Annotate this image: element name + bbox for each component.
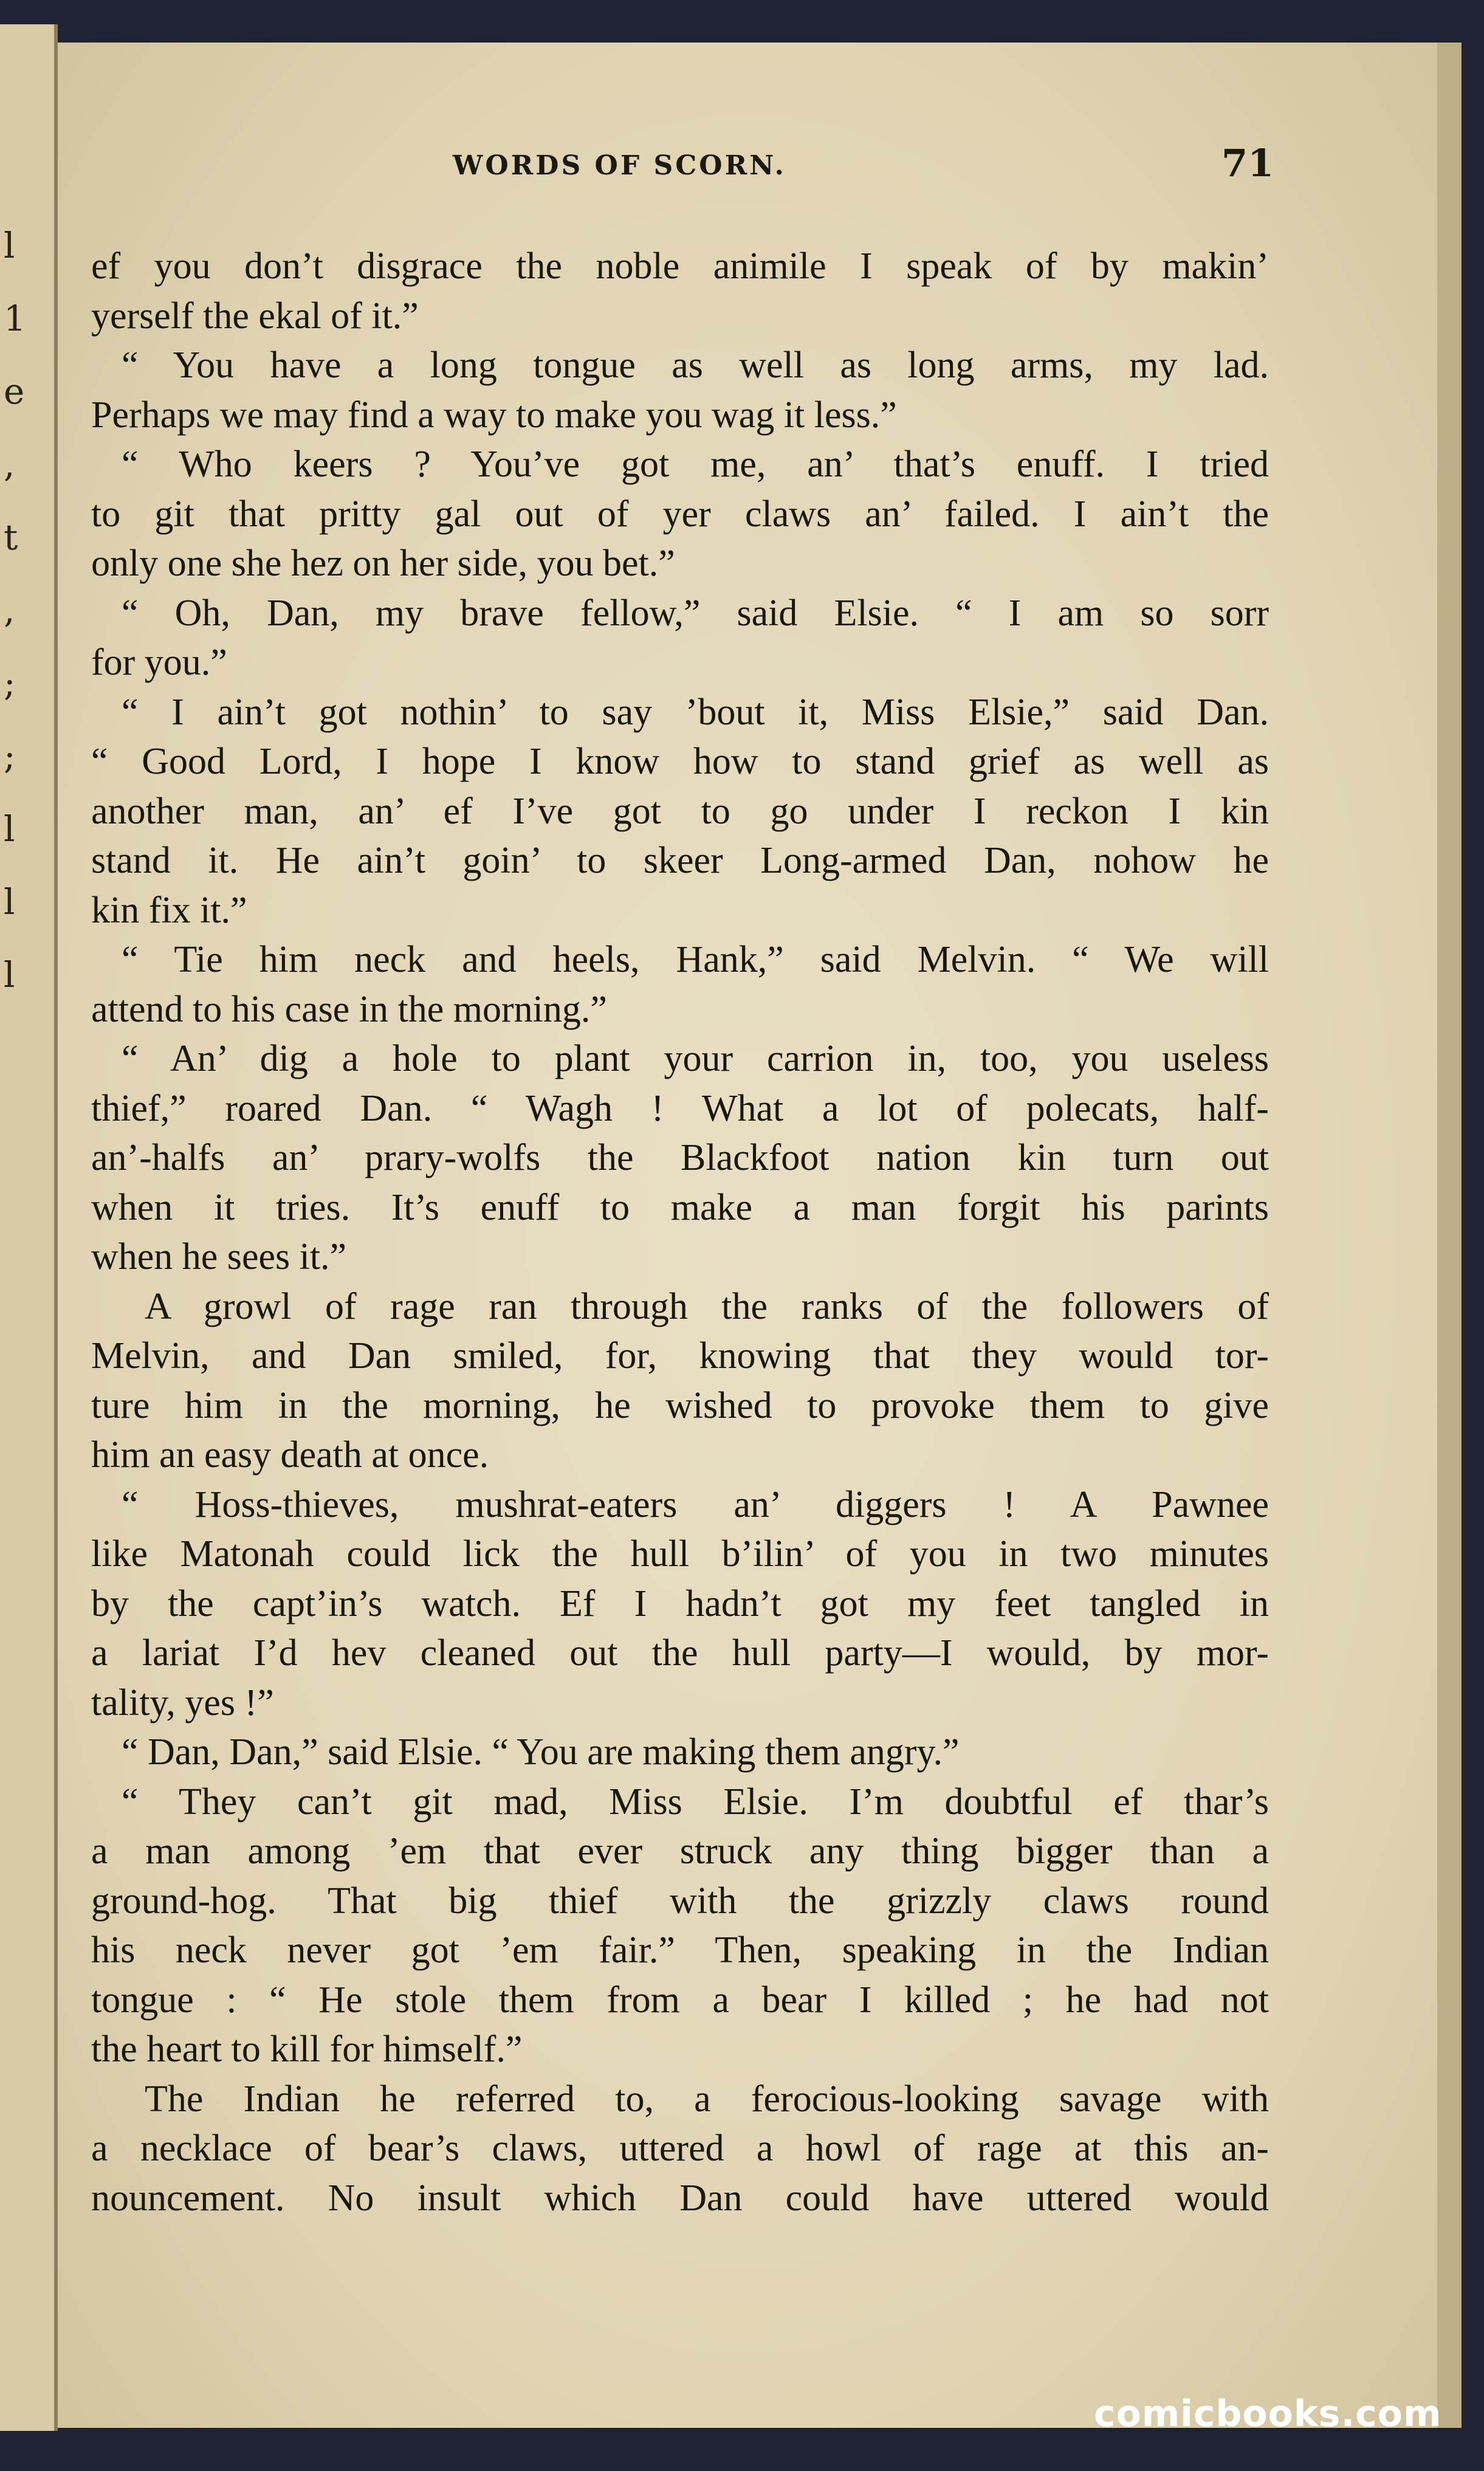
body-text [91, 242, 1269, 2223]
text-line: kin fix it.” [91, 889, 247, 931]
text-line: “ An’ dig a hole to plant your carrion in, too, you useless [122, 1038, 1269, 1079]
facing-page-fragment: ; [4, 735, 16, 777]
facing-page-fragment: , [4, 444, 15, 485]
facing-page-fragment: l [4, 954, 15, 995]
facing-page-fragment: 1 [4, 298, 26, 339]
text-line: when it tries. It’s enuff to make a man forgit his parints [91, 1186, 1269, 1228]
facing-page-fragment: , [4, 589, 15, 631]
facing-page-fragment: t [4, 517, 18, 558]
text-line: a man among ’em that ever struck any thing bigger than a [91, 1830, 1269, 1872]
text-line: thief,” roared Dan. “ Wagh ! What a lot of polecats, half- [91, 1087, 1269, 1129]
text-line: stand it. He ain’t goin’ to skeer Long-armed Dan, nohow he [91, 840, 1269, 881]
text-line: tongue : “ He stole them from a bear I killed ; he had not [91, 1979, 1269, 2021]
text-line: A growl of rage ran through the ranks of the followers of [145, 1285, 1269, 1327]
text-line: his neck never got ’em fair.” Then, speaking in the Indian [91, 1930, 1269, 1971]
text-line: a necklace of bear’s claws, uttered a howl of rage at this an- [91, 2128, 1269, 2169]
facing-page-edge [0, 24, 58, 2431]
text-line: the heart to kill for himself.” [91, 2029, 523, 2070]
text-line: “ Hoss-thieves, mushrat-eaters an’ diggers ! A Pawnee [122, 1483, 1269, 1525]
text-line: “ They can’t git mad, Miss Elsie. I’m doubtful ef thar’s [122, 1781, 1269, 1823]
text-line: ture him in the morning, he wished to provoke them to give [91, 1384, 1269, 1426]
text-line: an’-halfs an’ prary-wolfs the Blackfoot nation kin turn out [91, 1137, 1269, 1178]
text-line: yerself the ekal of it.” [91, 295, 419, 337]
text-line: ground-hog. That big thief with the grizzly claws round [91, 1880, 1269, 1922]
text-line: nouncement. No insult which Dan could have uttered would [91, 2177, 1269, 2219]
site-watermark: comicbooks.com [1094, 2393, 1442, 2435]
text-line: Perhaps we may find a way to make you wag it less.” [91, 394, 897, 436]
text-line: another man, an’ ef I’ve got to go under I reckon I kin [91, 790, 1269, 832]
text-line: for you.” [91, 642, 227, 683]
text-line: only one she hez on her side, you bet.” [91, 543, 675, 584]
facing-page-fragment: ; [4, 662, 16, 704]
page-shadow-edge [1437, 43, 1462, 2428]
text-line: to git that pritty gal out of yer claws an’ failed. I ain’t the [91, 493, 1269, 535]
text-line: tality, yes !” [91, 1682, 274, 1724]
text-line: attend to his case in the morning.” [91, 988, 607, 1030]
page-number: 71 [1221, 141, 1274, 185]
text-line: “ Dan, Dan,” said Elsie. “ You are making them angry.” [122, 1731, 960, 1773]
text-line: Melvin, and Dan smiled, for, knowing that they would tor- [91, 1335, 1269, 1376]
facing-page-fragment: e [4, 371, 25, 412]
text-line: “ I ain’t got nothin’ to say ’bout it, Miss Elsie,” said Dan. [122, 691, 1269, 733]
text-line: “ You have a long tongue as well as long arms, my lad. [122, 345, 1269, 386]
text-line: “ Oh, Dan, my brave fellow,” said Elsie. “ I am so sorr [122, 592, 1269, 634]
facing-page-fragment: l [4, 225, 15, 266]
facing-page-fragment: l [4, 881, 15, 923]
text-line: a lariat I’d hev cleaned out the hull party—I would, by mor- [91, 1632, 1269, 1674]
text-line: “ Who keers ? You’ve got me, an’ that’s enuff. I tried [122, 444, 1269, 485]
text-line: The Indian he referred to, a ferocious-looking savage with [145, 2078, 1269, 2120]
text-line: ef you don’t disgrace the noble animile I speak of by makin’ [91, 246, 1269, 287]
text-line: “ Good Lord, I hope I know how to stand grief as well as [91, 741, 1269, 782]
text-line: by the capt’in’s watch. Ef I hadn’t got my feet tangled in [91, 1583, 1269, 1624]
facing-page-fragment: l [4, 808, 15, 850]
text-line: when he sees it.” [91, 1236, 347, 1277]
text-line: “ Tie him neck and heels, Hank,” said Melvin. “ We will [122, 939, 1269, 980]
running-head: WORDS OF SCORN. [453, 150, 786, 181]
text-line: like Matonah could lick the hull b’ilin’ of you in two minutes [91, 1533, 1269, 1575]
text-line: him an easy death at once. [91, 1434, 489, 1476]
